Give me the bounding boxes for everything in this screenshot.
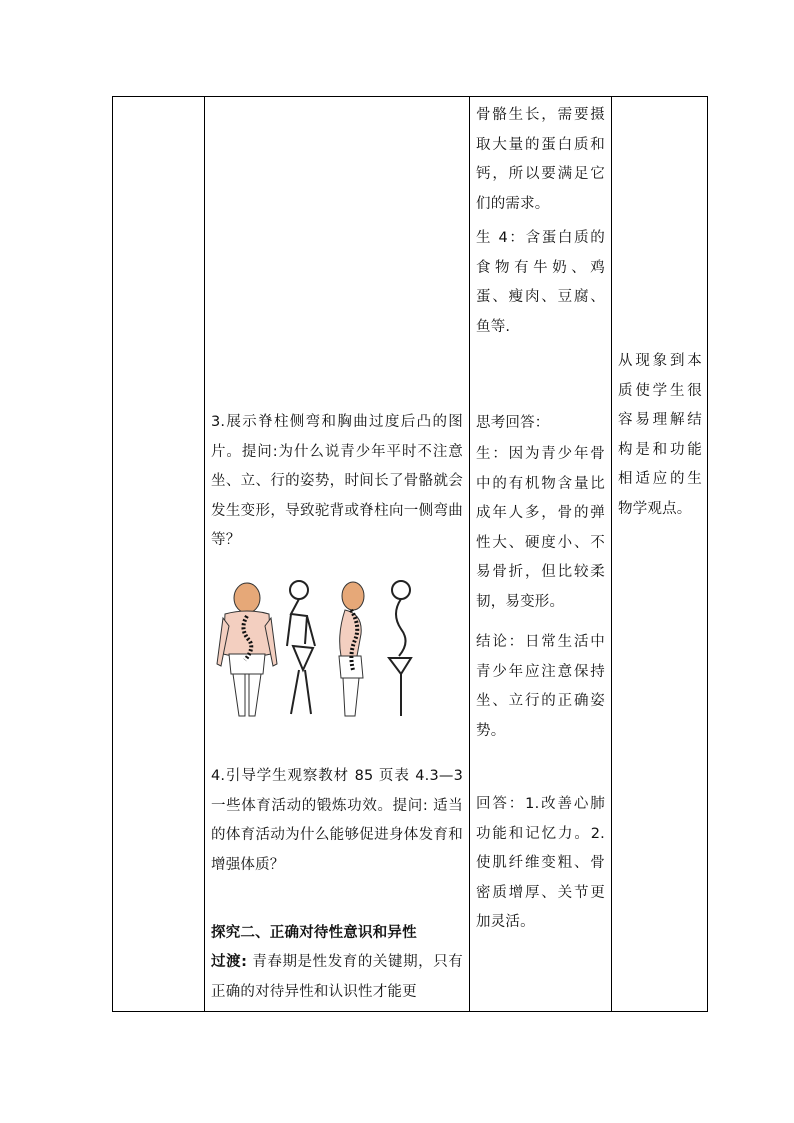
student-text-3: 思考回答： — [476, 415, 550, 431]
design-intent-text: 从现象到本质使学生很容易理解结构是和功能相适应的生物学观点。 — [618, 353, 702, 517]
table-cell-student-activities — [470, 97, 611, 1011]
student-text-4: 生：因为青少年骨中的有机物含量比成年人多，骨的弹性大、硬度小、不易骨折，但比较柔韧，易变形。 — [476, 446, 605, 610]
posture-illustration-icon — [211, 574, 437, 722]
table-cell-column-1 — [113, 97, 204, 1011]
student-text-5: 结论：日常生活中青少年应注意保持坐、立行的正确姿势。 — [476, 634, 605, 739]
explore-2-heading: 探究二、正确对待性意识和异性 — [211, 925, 417, 941]
student-text-6: 回答：1.改善心肺功能和记忆力。2.使肌纤维变粗、骨密质增厚、关节更加灵活。 — [476, 796, 605, 930]
transition-label: 过渡: — [211, 954, 248, 970]
lesson-table — [112, 96, 708, 1012]
table-cell-teacher-activities — [205, 97, 469, 1011]
table-cell-design-intent — [612, 97, 708, 1011]
transition-text: 青春期是性发育的关键期，只有正确的对待异性和认识性才能更 — [211, 954, 464, 1000]
transition-paragraph — [211, 948, 463, 1007]
posture-figure — [211, 574, 437, 722]
activity-item-4: 4.引导学生观察教材 85 页表 4.3—3 一些体育活动的锻炼功效。提问: 适当的体育活动为什么能够促进身体发育和增强体质？ — [211, 768, 463, 873]
student-text-1: 骨骼生长，需要摄取大量的蛋白质和钙，所以要满足它们的需求。 — [476, 107, 605, 212]
activity-item-3: 3.展示脊柱侧弯和胸曲过度后凸的图片。提问:为什么说青少年平时不注意坐、立、行的姿势，时间长了骨骼就会发生变形，导致驼背或脊柱向一侧弯曲等？ — [211, 414, 463, 548]
student-text-2: 生 4：含蛋白质的食物有牛奶、鸡蛋、瘦肉、豆腐、鱼等. — [476, 230, 605, 335]
